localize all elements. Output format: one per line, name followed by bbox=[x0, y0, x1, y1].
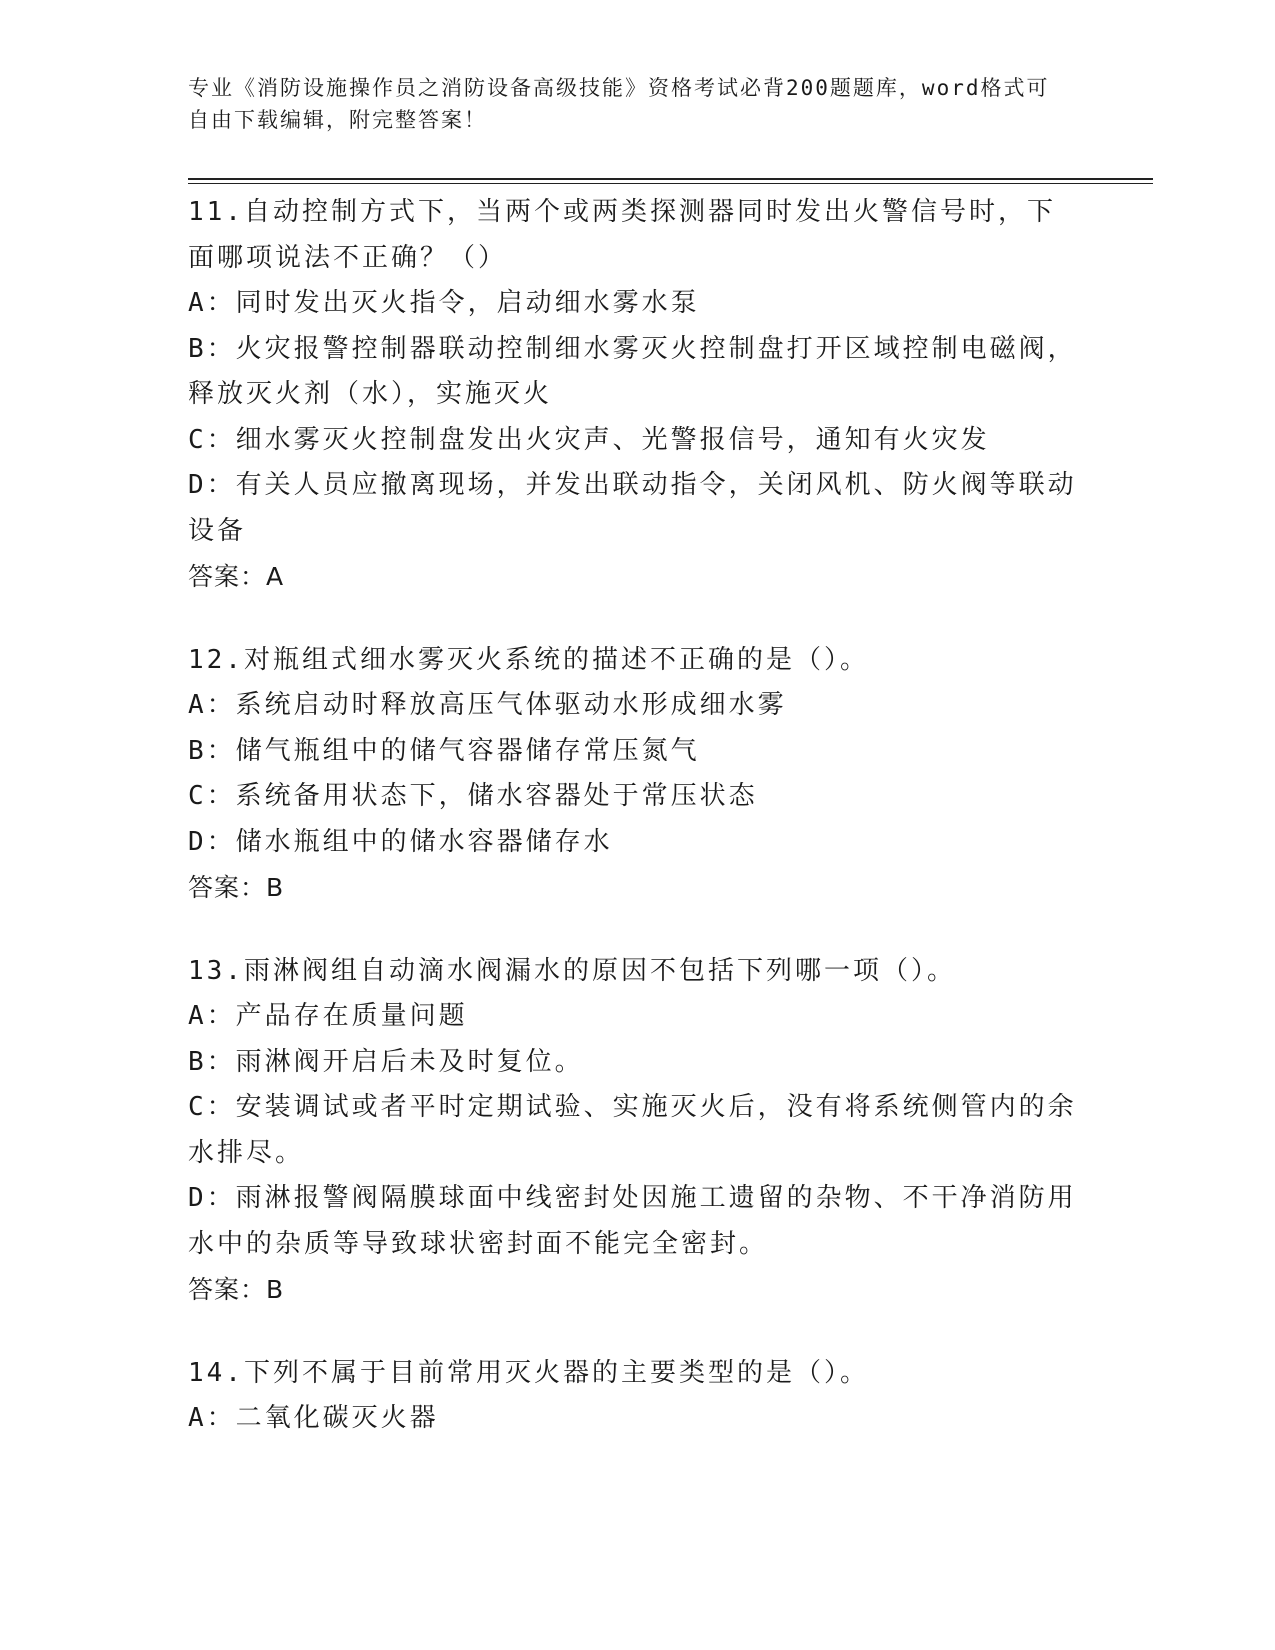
question-stem: 11.自动控制方式下，当两个或两类探测器同时发出火警信号时，下面哪项说法不正确？（） bbox=[188, 197, 1056, 273]
option-a: A：同时发出灭火指令，启动细水雾水泵 bbox=[188, 288, 700, 318]
option-c: C：系统备用状态下，储水容器处于常压状态 bbox=[188, 781, 758, 811]
document-header: 专业《消防设施操作员之消防设备高级技能》资格考试必背200题题库，word格式可自由下载编辑，附完整答案！ bbox=[188, 76, 1050, 132]
header-divider-thin bbox=[188, 183, 1153, 184]
option-d: D：储水瓶组中的储水容器储存水 bbox=[188, 826, 613, 857]
option-b: B：火灾报警控制器联动控制细水雾灭火控制盘打开区域控制电磁阀，释放灭火剂（水），实施灭火 bbox=[188, 333, 1077, 409]
option-c: C：细水雾灭火控制盘发出火灾声、光警报信号，通知有火灾发 bbox=[188, 424, 990, 455]
option-a: A：系统启动时释放高压气体驱动水形成细水雾 bbox=[188, 690, 787, 720]
question-11 bbox=[188, 190, 1078, 600]
question-12 bbox=[188, 638, 1078, 911]
option-b: B：雨淋阀开启后未及时复位。 bbox=[188, 1046, 584, 1077]
question-list bbox=[188, 190, 1078, 1480]
option-d: D：有关人员应撤离现场，并发出联动指令，关闭风机、防火阀等联动设备 bbox=[188, 470, 1077, 546]
answer-line: 答案：B bbox=[188, 873, 285, 902]
header-divider-thick bbox=[188, 178, 1153, 180]
option-c: C：安装调试或者平时定期试验、实施灭火后，没有将系统侧管内的余水排尽。 bbox=[188, 1092, 1077, 1168]
option-d: D：雨淋报警阀隔膜球面中线密封处因施工遗留的杂物、不干净消防用水中的杂质等导致球状密封面不能完全密封。 bbox=[188, 1183, 1077, 1259]
answer-line: 答案：B bbox=[188, 1275, 285, 1304]
question-stem: 12.对瓶组式细水雾灭火系统的描述不正确的是（）。 bbox=[188, 644, 869, 675]
option-a: A：产品存在质量问题 bbox=[188, 1001, 468, 1031]
answer-line: 答案：A bbox=[188, 562, 285, 591]
question-14 bbox=[188, 1351, 1078, 1442]
option-b: B：储气瓶组中的储气容器储存常压氮气 bbox=[188, 735, 700, 766]
question-stem: 13.雨淋阀组自动滴水阀漏水的原因不包括下列哪一项（）。 bbox=[188, 955, 956, 986]
question-stem: 14.下列不属于目前常用灭火器的主要类型的是（）。 bbox=[188, 1357, 869, 1388]
option-a: A：二氧化碳灭火器 bbox=[188, 1403, 439, 1433]
question-13 bbox=[188, 949, 1078, 1313]
